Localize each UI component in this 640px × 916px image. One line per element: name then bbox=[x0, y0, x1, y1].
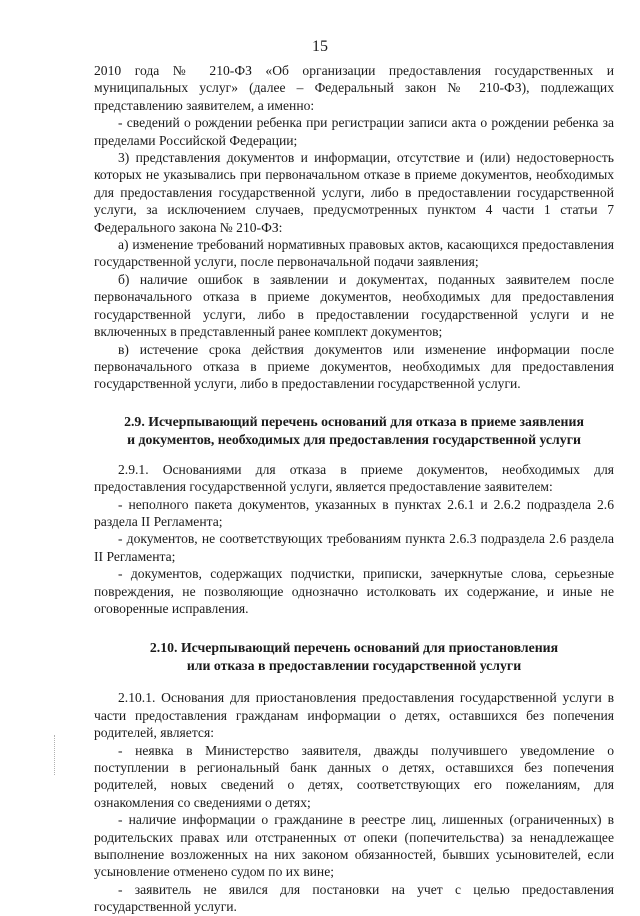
paragraph: - наличие информации о гражданине в реестре лиц, лишенных (ограниченных) в родительских правах или отстраненных от опеки (попечительства) за ненадлежащее выполнение возложенных на них законом обязанностей, бывших усыновителей, если усыновление отменено судом по их вине; bbox=[94, 812, 614, 880]
paragraph: 2.9.1. Основаниями для отказа в приеме документов, необходимых для предоставления государственной услуги, является предоставление заявителем: bbox=[94, 461, 614, 495]
heading-line: 2.9. Исчерпывающий перечень оснований для отказа в приеме заявления bbox=[124, 413, 584, 429]
section-heading-2-10 bbox=[94, 639, 614, 675]
paragraph: - документов, не соответствующих требованиям пункта 2.6.3 подраздела 2.6 раздела II Регламента; bbox=[94, 531, 614, 564]
paragraph: б) наличие ошибок в заявлении и документах, поданных заявителем после первоначального отказа в приеме документов, необходимых для предоставления государственной услуги, либо в предоставлении государственной услуги и не включенных в представленный ранее комплект документов; bbox=[94, 271, 614, 340]
paragraph: - неявка в Министерство заявителя, дважды получившего уведомление о поступлении в региональный банк данных о детях, оставшихся без попечения родителей, новых сведений о детях, соответствующих его пожеланиям, для ознакомления со сведениями о детях; bbox=[94, 742, 614, 810]
paragraph: 2010 года № 210-ФЗ «Об организации предоставления государственных и муниципальных услуг» (далее – Федеральный закон № 210-ФЗ), подлежащих представлению заявителем, а именно: bbox=[94, 63, 614, 113]
heading-line: или отказа в предоставлении государственной услуги bbox=[186, 658, 522, 674]
paragraph: 3) представления документов и информации, отсутствие и (или) недостоверность которых не указывались при первоначальном отказе в приеме документов, необходимых для предоставления государственной услуги, либо в предоставлении государственной услуги, за исключением случаев, предусмотренных пунктом 4 части 1 статьи 7 Федерального закона № 210-ФЗ: bbox=[94, 150, 614, 235]
paragraph: - документов, содержащих подчистки, приписки, зачеркнутые слова, серьезные повреждения, не позволяющие однозначно истолковать их содержание, и иные не оговоренные исправления. bbox=[94, 566, 614, 616]
heading-line: 2.10. Исчерпывающий перечень оснований для приостановления bbox=[149, 640, 559, 656]
paragraph: 2.10.1. Основания для приостановления предоставления государственной услуги в части предоставления гражданам информации о детях, оставшихся без попечения родителей, является: bbox=[94, 690, 614, 741]
section-heading-2-9 bbox=[94, 413, 614, 449]
heading-line: и документов, необходимых для предоставления государственной услуги bbox=[127, 431, 581, 447]
document-body bbox=[94, 62, 614, 916]
paragraph: - неполного пакета документов, указанных в пунктах 2.6.1 и 2.6.2 подраздела 2.6 раздела II Регламента; bbox=[94, 496, 614, 529]
paragraph: в) истечение срока действия документов или изменение информации после первоначального отказа в приеме документов, необходимых для предоставления государственной услуги, либо в предоставлении государственной услуги. bbox=[94, 341, 614, 392]
paragraph: - сведений о рождении ребенка при регистрации записи акта о рождении ребенка за пределами Российской Федерации; bbox=[94, 115, 614, 148]
page-number: 15 bbox=[312, 38, 328, 55]
scan-margin-mark bbox=[54, 735, 56, 775]
paragraph: а) изменение требований нормативных правовых актов, касающихся предоставления государственной услуги, после первоначальной подачи заявления; bbox=[94, 237, 614, 270]
paragraph: - заявитель не явился для постановки на учет с целью предоставления государственной услуги. bbox=[94, 881, 614, 915]
